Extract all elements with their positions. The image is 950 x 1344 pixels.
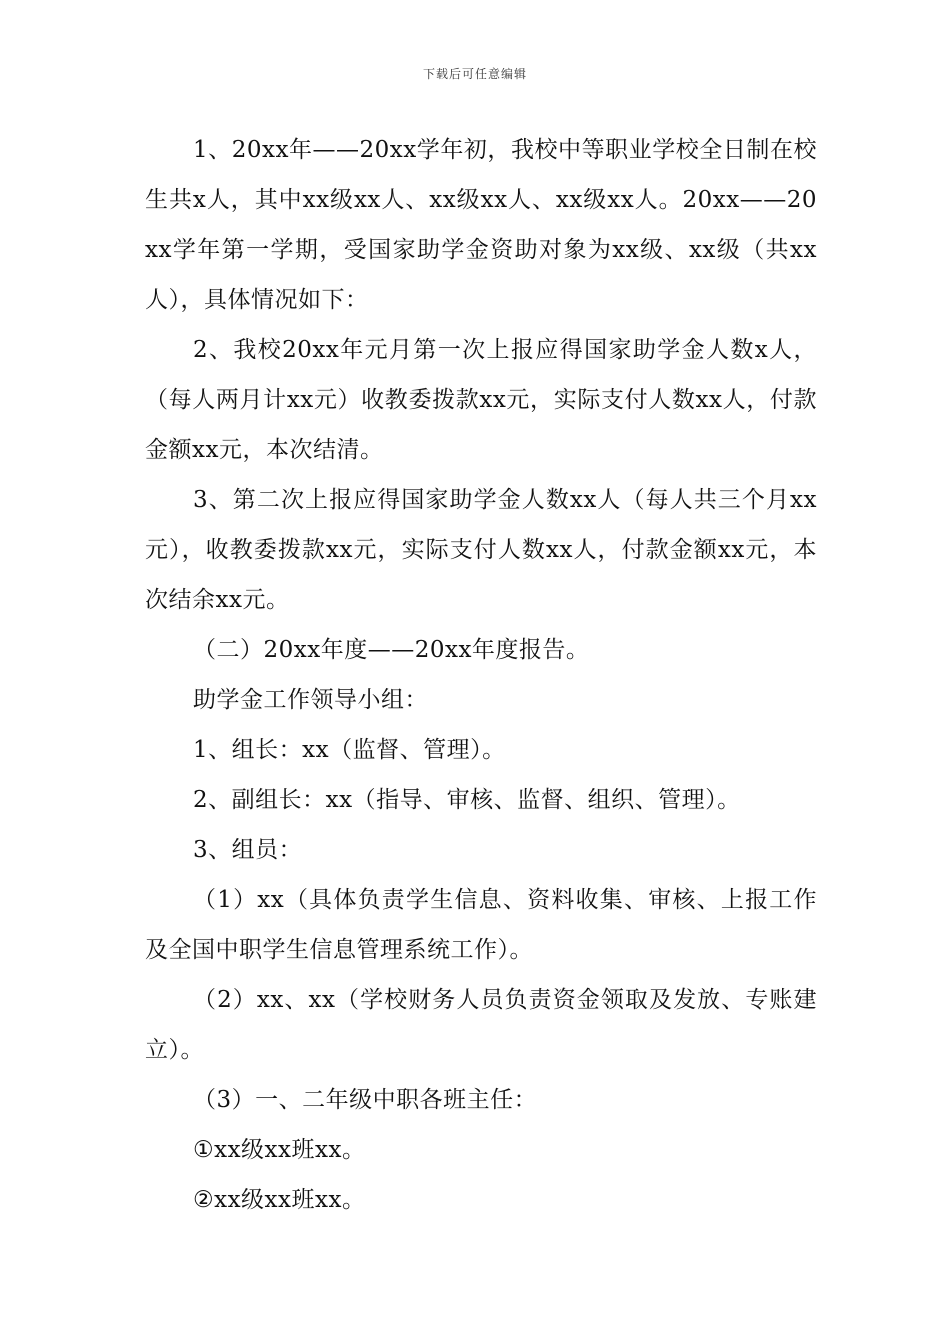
paragraph-annual-report-heading: （二）20xx年度——20xx年度报告。 bbox=[193, 637, 590, 663]
paragraph-deputy-leader: 2、副组长：xx（指导、审核、监督、组织、管理）。 bbox=[193, 787, 741, 813]
paragraph-leadership-group: 助学金工作领导小组： bbox=[193, 687, 428, 713]
document-body bbox=[145, 125, 817, 1225]
paragraph-members: 3、组员： bbox=[193, 837, 303, 863]
paragraph-group-leader: 1、组长：xx（监督、管理）。 bbox=[193, 737, 506, 763]
paragraph-class-teacher-2: ②xx级xx班xx。 bbox=[193, 1187, 366, 1213]
page-header-note: 下载后可任意编辑 bbox=[422, 67, 527, 81]
paragraph-second-report: 3、第二次上报应得国家助学金人数xx人（每人共三个月xx元），收教委拨款xx元，实际支付人数xx人，付款金额xx元，本次结余xx元。 bbox=[145, 487, 817, 613]
paragraph-member-1: （1）xx（具体负责学生信息、资料收集、审核、上报工作及全国中职学生信息管理系统工作）。 bbox=[145, 887, 817, 963]
paragraph-member-2: （2）xx、xx（学校财务人员负责资金领取及发放、专账建立）。 bbox=[145, 987, 817, 1063]
paragraph-class-teacher-1: ①xx级xx班xx。 bbox=[193, 1137, 366, 1163]
paragraph-member-3: （3）一、二年级中职各班主任： bbox=[193, 1087, 538, 1113]
paragraph-student-count: 1、20xx年——20xx学年初，我校中等职业学校全日制在校生共x人，其中xx级xx人、xx级xx人、xx级xx人。20xx——20xx学年第一学期，受国家助学金资助对象为xx级、xx级（共xx人），具体情况如下： bbox=[145, 137, 817, 313]
paragraph-first-report: 2、我校20xx年元月第一次上报应得国家助学金人数x人，（每人两月计xx元）收教委拨款xx元，实际支付人数xx人，付款金额xx元，本次结清。 bbox=[145, 337, 817, 463]
